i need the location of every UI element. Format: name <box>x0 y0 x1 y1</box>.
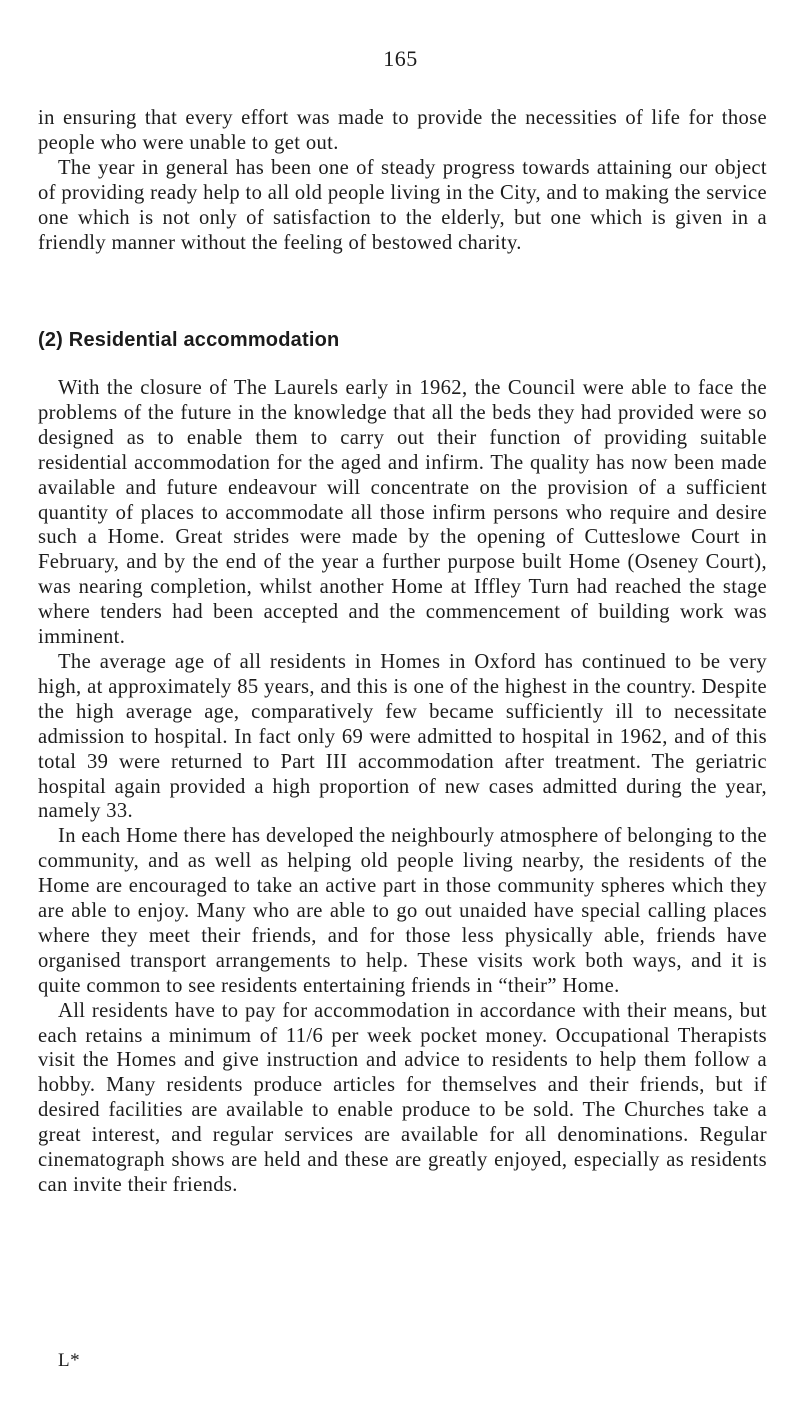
intro-text <box>38 106 767 255</box>
section-paragraph: All residents have to pay for accommodation in accordance with their means, but each retains a minimum of 11/6 per week pocket money. Occupational Therapists visit the Homes and give instruction and advice to residents to help them follow a hobby. Many residents produce articles for themselves and their friends, but if desired facilities are available to enable produce to be sold. The Churches take a great interest, and regular services are available for all denominations. Regular cinematograph shows are held and these are greatly enjoyed, especially as residents can invite their friends. <box>38 999 767 1196</box>
signature-mark: L* <box>58 1350 81 1371</box>
section-paragraph: The average age of all residents in Homes in Oxford has continued to be very high, at approximately 85 years, and this is one of the highest in the country. Despite the high average age, comparatively few became sufficiently ill to necessitate admission to hospital. In fact only 69 were admitted to hospital in 1962, and of this total 39 were returned to Part III accommodation after treatment. The geriatric hospital again provided a high proportion of new cases admitted during the year, namely 33. <box>38 650 767 823</box>
section-paragraph: With the closure of The Laurels early in 1962, the Council were able to face the problems of the future in the knowledge that all the beds they had provided were so designed as to enable them to carry out their function of providing suitable residential accommodation for the aged and infirm. The quality has now been made available and future endeavour will concentrate on the provision of a sufficient quantity of places to accommodate all those infirm persons who require and desire such a Home. Great strides were made by the opening of Cutteslowe Court in February, and by the end of the year a further purpose built Home (Oseney Court), was nearing completion, whilst another Home at Iffley Turn had reached the stage where tenders had been accepted and the commencement of building work was imminent. <box>38 377 767 649</box>
section-body <box>38 376 767 1198</box>
section-heading: (2) Residential accommodation <box>38 329 340 351</box>
section-paragraph: In each Home there has developed the neighbourly atmosphere of belonging to the community, and as well as helping old people living nearby, the residents of the Home are encouraged to take an active part in those community spheres which they are able to enjoy. Many who are able to go out unaided have special calling places where they meet their friends, and for those less physically able, friends have organised transport arrangements to help. These visits work both ways, and it is quite common to see residents entertaining friends in “their” Home. <box>38 825 767 997</box>
intro-paragraph: in ensuring that every effort was made to provide the necessities of life for those people who were unable to get out. <box>38 107 767 154</box>
intro-paragraph: The year in general has been one of steady progress towards attaining our object of providing ready help to all old people living in the City, and to making the service one which is not only of satisfaction to the elderly, but one which is given in a friendly manner without the feeling of bestowed charity. <box>38 156 767 254</box>
page-number: 165 <box>383 46 418 71</box>
